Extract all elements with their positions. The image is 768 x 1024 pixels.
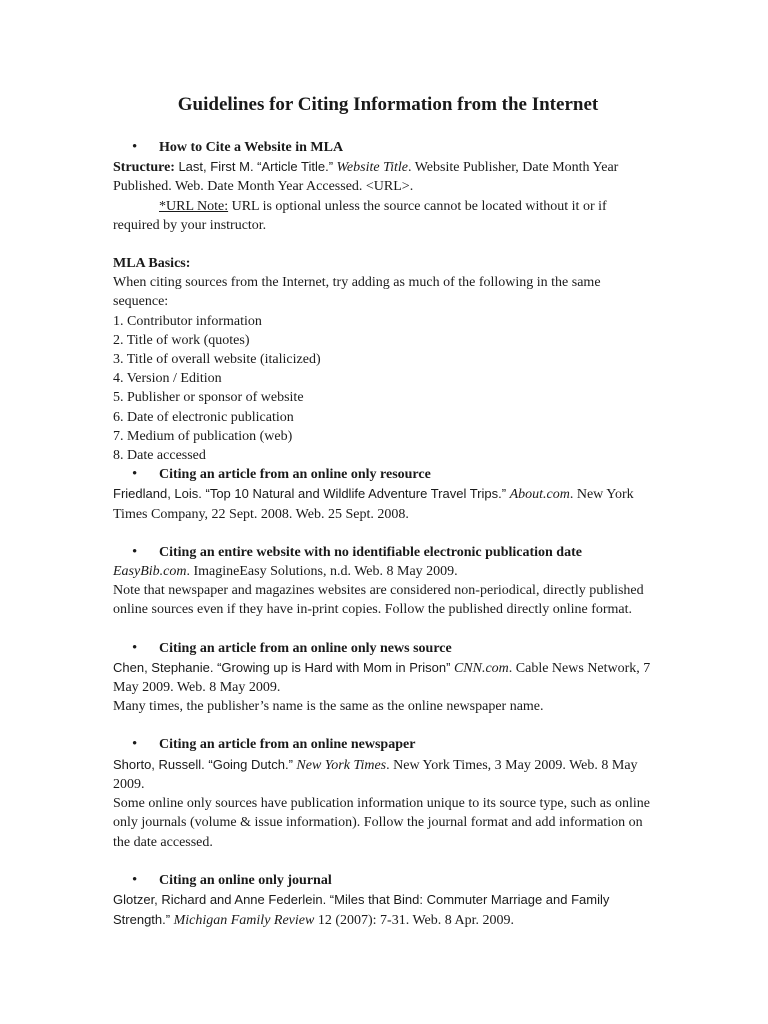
citation-italic: CNN.com [453,660,509,676]
basics-item: 7. Medium of publication (web) [113,428,293,444]
basics-item: 8. Date accessed [113,448,206,464]
section-heading: • Citing an article from an online only news source [113,639,653,658]
basics-item: 6. Date of electronic publication [113,409,294,425]
basics-heading: MLA Basics: [113,256,191,272]
structure-website-title: Website Title [336,160,408,176]
structure-paragraph [113,157,653,196]
citation-post: . New York Times Company, 22 Sept. 2008. Web. 25 Sept. 2008. [113,487,634,522]
citation-post: . Cable News Network, 7 May 2009. Web. 8 May 2009. [113,660,651,696]
structure-part1: Last, First M. “Article Title.” [178,159,334,175]
basics-item: 2. Title of work (quotes) [113,332,250,348]
structure-part2: . Website Publisher, Date Month Year Published. Web. Date Month Year Accessed. <URL>. [113,160,619,195]
citation-example [113,484,653,523]
citation-italic: EasyBib.com [113,564,187,580]
citation-post: . ImagineEasy Solutions, n.d. Web. 8 May 2009. [186,564,458,580]
section-heading: • Citing an article from an online newspaper [113,735,653,754]
citation-pre: Chen, Stephanie. “Growing up is Hard with Mom in Prison” [113,659,451,675]
section-heading: • Citing an article from an online only resource [113,465,653,484]
citation-post: 12 (2007): 7-31. Web. 8 Apr. 2009. [314,913,514,929]
citation-italic: New York Times [296,757,387,773]
document-body [113,92,653,930]
citation-example [113,658,653,697]
section-note: Note that newspaper and magazines websites are considered non-periodical, directly published online sources even if they have in-print copies. Follow the published directly online format. [113,583,644,618]
basics-item: 4. Version / Edition [113,371,222,387]
url-note-paragraph [113,197,653,235]
section-note: Some online only sources have publication information unique to its source type, such as online only journals (volume & issue information). Follow the journal format and add information on the date accessed. [113,796,650,850]
citation-italic: Michigan Family Review [173,913,315,929]
citation-italic: About.com [509,487,570,503]
citation-example [113,562,653,581]
structure-label: Structure: [113,160,175,176]
url-note-label: *URL Note: [159,198,229,214]
basics-item: 5. Publisher or sponsor of website [113,390,304,406]
citation-post: . New York Times, 3 May 2009. Web. 8 May 2009. [113,757,638,792]
section-heading: • Citing an online only journal [113,871,653,890]
basics-item: 1. Contributor information [113,313,262,329]
basics-item: 3. Title of overall website (italicized) [113,352,321,368]
citation-pre: Glotzer, Richard and Anne Federlein. “Miles that Bind: Commuter Marriage and Family Strength.” [113,891,610,928]
section-note: Many times, the publisher’s name is the same as the online newspaper name. [113,699,544,715]
citation-pre: Friedland, Lois. “Top 10 Natural and Wildlife Adventure Travel Trips.” [113,486,507,502]
section-heading-mla: • How to Cite a Website in MLA [113,138,653,157]
basics-intro: When citing sources from the Internet, try adding as much of the following in the same sequence: [113,275,601,310]
page-title: Guidelines for Citing Information from the Internet [177,94,599,115]
citation-example [113,755,653,794]
citation-pre: Shorto, Russell. “Going Dutch.” [113,756,293,772]
url-note-text: URL is optional unless the source cannot be located without it or if required by your instructor. [113,198,607,233]
citation-example [113,890,653,930]
section-heading: • Citing an entire website with no identifiable electronic publication date [113,543,653,562]
